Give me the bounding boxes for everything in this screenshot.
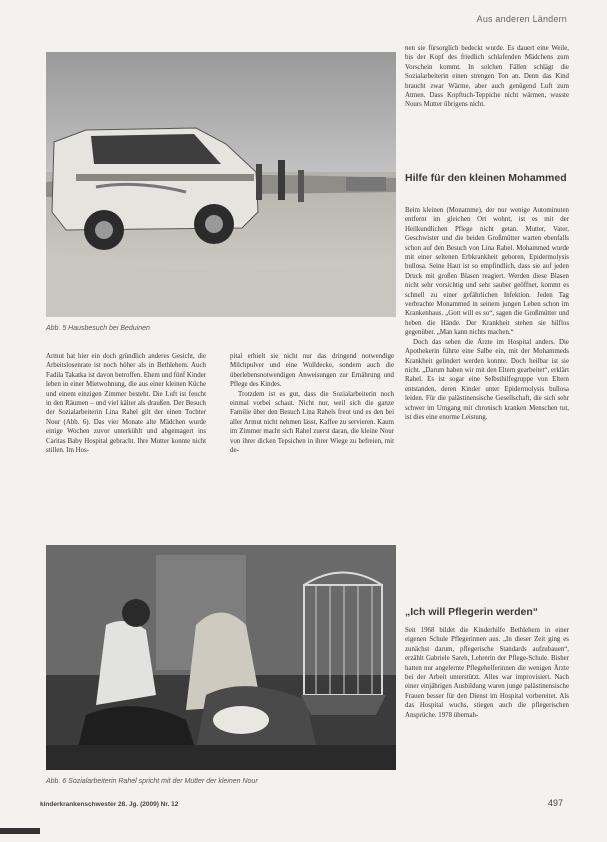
van-photo-graphic [46, 52, 396, 317]
right-paragraph-4: Seit 1968 bildet die Kinderhilfe Bethlehem in einer eigenen Schule Pflegerinnen aus. „In dieser Zeit ging es zunächst darum, pflegerische Standards aufzubauen“, erzählt Gabriele Sareh, Lehrerin der Pflege-Schule. Bisher hatten nur angelernte Pflegehelferinnen die wenigen Ärzte bei der Arbeit unterstützt. Alles war improvisiert. Nach einer einjährigen Ausbildung waren junge palästinensische Frauen besser für den Dienst im Hospital vorbereitet. Als das Hospital wuchs, stiegen auch die pflegerischen Ansprüche. 1978 übernah- [405, 627, 569, 719]
edge-mark [0, 828, 40, 834]
right-column-middle [405, 206, 569, 594]
van-in-desert-photo [46, 52, 396, 317]
middle-column [230, 352, 394, 537]
home-visit-photo [46, 545, 396, 770]
right-column-bottom [405, 626, 569, 792]
page-number: 497 [547, 798, 563, 808]
figure-5-caption: Abb. 5 Hausbesuch bei Beduinen [46, 325, 150, 332]
right-column-top [405, 44, 569, 158]
right-paragraph-2: Beim kleinen (Monamme), der nur wenige Autominuten entfernt im gleichen Ort wohnt, ist es mit der Heilkundlichen Pflege nicht getan. Mutter, Vater, Geschwister und die beiden Großmütter warten ebenfalls schon auf den Besuch von Lina Rahel. Mohammed wurde mit einer seltenen Erbkrankheit geboren, Epidermolysis bullosa. Seine Haut ist so empfindlich, dass sie auf jeden Druck mit großen Blasen reagiert. Werden diese Blasen nicht sehr vorsichtig und sehr sauber geöffnet, kommt es schnell zu einer gefährlichen Infektion. Jeden Tag verbrachte Monammed in seinem jungen Leben schon im Krankenhaus. „Gott will es so“, sagen die Großmütter und heben die Hände. Der Krankheit stehen sie hilflos gegenüber. „Man kann nichts machen.“ [405, 207, 569, 337]
figure-6-caption: Abb. 6 Sozialarbeiterin Rahel spricht mit der Mutter der kleinen Nour [46, 778, 258, 785]
right-paragraph-3: Doch das sehen die Ärzte im Hospital anders. Die Apothekerin führte eine Salbe ein, mit der Mohammeds Krankheit gelindert werden konnte. Doch heilbar ist sie nicht. „Darum haben wir mit den Eltern gearbeitet“, erklärt Rahel. Es ist sogar eine Selbsthilfegruppe von Eltern entstanden, deren Kinder unter Epidermolysis bullosa leiden. Für die palästinensische Gesellschaft, die sich sehr schwer im Umgang mit chronisch kranken Menschen tut, ist dies eine enorme Leistung. [405, 338, 569, 421]
section-header: Aus anderen Ländern [476, 14, 567, 24]
middle-paragraph-2: Trotzdem ist es gut, dass die Sozialarbeiterin noch einmal vorbei schaut. Nicht nur, weil sich die ganze Familie über den Besuch Lina Rahels freut und es den bei aller Armut nicht nehmen lässt, Kaffee zu servieren. Kaum im Zimmer macht sich Rahel zuerst daran, die kleine Nour von ihrer dicken Tepsichen in ihrer Wiege zu befreien, mit de- [230, 390, 394, 455]
heading-mohammed: Hilfe für den kleinen Mohammed [405, 172, 567, 184]
right-paragraph-1: nen sie fürsorglich bedeckt wurde. Es dauert eine Weile, bis der Kopf des friedlich schlafenden Mädchens zum Vorschein kommt. In solchen Fällen schlägt die Sozialarbeiterin einen strengen Ton an. Denn das Kind braucht zwar Wärme, aber auch genügend Luft zum Atmen. Dass Kopftuch-Teppiche nicht wärmen, wusste Nours Mutter übrigens nicht. [405, 45, 569, 109]
left-column-text: Armut hat hier ein doch gründlich anderes Gesicht, die Arbeitslosenrate ist noch höher als in Bethlehem. Auch Fadila Takatka ist davon betroffen. Ehem und fünf Kinder leben in einer Mietwohnung, die aus einer kleinen Küche und einem einzigen Zimmer besteht. Die Luft ist feucht in den Räumen – und viel kälter als draußen. Der Besuch der Sozialarbeiterin Lina Rahel gilt der einen Tochter Nour (Abb. 6). Das vier Monate alte Mädchen wurde einige Wochen zuvor unterkühlt und abgemagert ins Caritas Baby Hospital gebracht. Ihre Mutter konnte nicht stillen. Im Hos- [46, 353, 206, 455]
home-visit-graphic [46, 545, 396, 770]
middle-paragraph-1: pital erhielt sie nicht nur das dringend notwendige Milchpulver und eine Wolldecke, sondern auch die überlebensnotwendigen Anweisungen zur Ernährung und Pflege des Kindes. [230, 353, 394, 389]
heading-pflegerin: „Ich will Pflegerin werden“ [405, 606, 539, 618]
journal-footer: kinderkrankenschwester 28. Jg. (2009) Nr. 12 [40, 801, 179, 808]
